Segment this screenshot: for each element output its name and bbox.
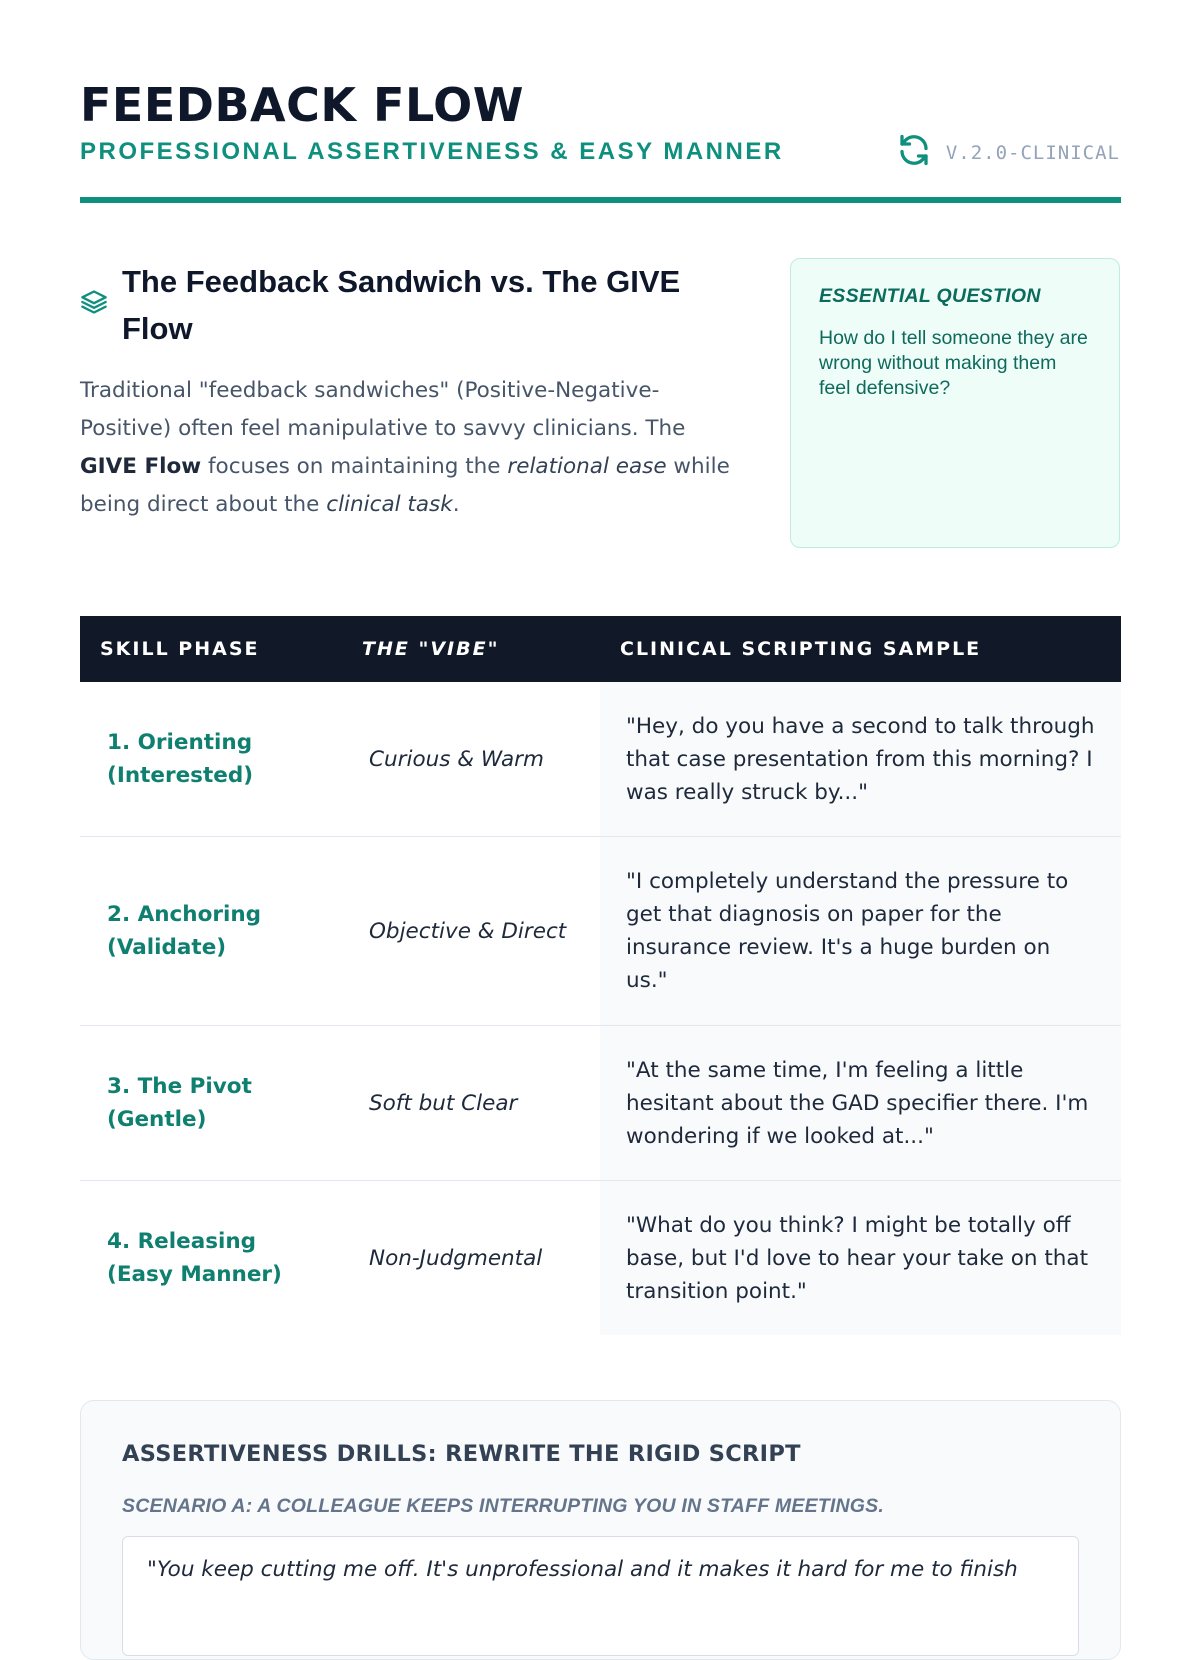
- page-subtitle: PROFESSIONAL ASSERTIVENESS & EASY MANNER: [80, 138, 784, 165]
- script-cell: [600, 682, 1121, 836]
- header-skill-phase: SKILL PHASE: [100, 638, 260, 660]
- intro-text: focuses on maintaining the: [201, 454, 508, 479]
- table-row: [80, 837, 1121, 1026]
- script-cell: [600, 837, 1121, 1025]
- script-text: "I completely understand the pressure to get that diagnosis on paper for the insurance review. It's a huge burden on us.": [626, 869, 1069, 993]
- phase-label: 2. Anchoring (Validate): [107, 902, 262, 960]
- vibe-label: Soft but Clear: [369, 1090, 518, 1116]
- phase-cell: [80, 1181, 342, 1335]
- version-text: V.2.0-CLINICAL: [945, 141, 1120, 164]
- intro-text: Traditional "feedback sandwiches" (Positive-Negative-Positive) often feel manipulative to savvy clinicians. The: [80, 378, 686, 441]
- table-header: [80, 616, 1121, 682]
- script-text: "What do you think? I might be totally off base, but I'd love to hear your take on that transition point.": [626, 1212, 1089, 1304]
- phase-cell: [80, 837, 342, 1025]
- script-text: "Hey, do you have a second to talk through that case presentation from this morning? I was really struck by...": [626, 713, 1095, 805]
- rigid-script-quote: "You keep cutting me off. It's unprofessional and it makes it hard for me to finish: [122, 1536, 1079, 1656]
- table-row: [80, 1026, 1121, 1181]
- page-header: [80, 78, 1120, 166]
- version-badge: [896, 132, 1120, 173]
- vibe-label: Curious & Warm: [369, 746, 544, 772]
- vibe-cell: [342, 1181, 600, 1335]
- intro-bold: GIVE Flow: [80, 454, 202, 479]
- vibe-label: Non-Judgmental: [369, 1245, 543, 1271]
- intro-body: [80, 372, 740, 524]
- phase-cell: [80, 682, 342, 836]
- intro-italic: clinical task: [326, 492, 453, 517]
- essential-question-text: How do I tell someone they are wrong without making them feel defensive?: [819, 327, 1088, 399]
- assertiveness-drills: [80, 1400, 1121, 1660]
- table-row: [80, 682, 1121, 837]
- essential-question-card: [790, 258, 1120, 548]
- refresh-icon: [896, 132, 932, 173]
- vibe-cell: [342, 682, 600, 836]
- intro-text: .: [452, 492, 460, 517]
- layers-icon: [80, 288, 108, 321]
- header-script: CLINICAL SCRIPTING SAMPLE: [620, 638, 982, 660]
- script-cell: [600, 1181, 1121, 1335]
- vibe-label: Objective & Direct: [369, 918, 567, 944]
- intro-italic: relational ease: [507, 454, 667, 479]
- intro-heading: [80, 258, 740, 352]
- phase-cell: [80, 1026, 342, 1180]
- vibe-cell: [342, 837, 600, 1025]
- phase-label: 4. Releasing (Easy Manner): [107, 1229, 282, 1287]
- phase-label: 3. The Pivot (Gentle): [107, 1074, 252, 1132]
- intro-text: while being direct about the: [80, 454, 730, 517]
- script-text: "At the same time, I'm feeling a little hesitant about the GAD specifier there. I'm wondering if we looked at...": [626, 1057, 1089, 1149]
- scenario-label: SCENARIO A: A COLLEAGUE KEEPS INTERRUPTING YOU IN STAFF MEETINGS.: [122, 1495, 884, 1517]
- skill-table: [80, 616, 1121, 1335]
- drills-title: ASSERTIVENESS DRILLS: REWRITE THE RIGID SCRIPT: [122, 1441, 801, 1467]
- essential-question-label: ESSENTIAL QUESTION: [819, 285, 1041, 307]
- header-divider: [80, 197, 1121, 203]
- page-title: FEEDBACK FLOW: [80, 78, 524, 132]
- intro-title: The Feedback Sandwich vs. The GIVE Flow: [122, 264, 681, 346]
- header-vibe: THE "VIBE": [362, 638, 500, 660]
- vibe-cell: [342, 1026, 600, 1180]
- phase-label: 1. Orienting (Interested): [107, 730, 254, 788]
- intro-section: [80, 258, 740, 524]
- table-row: [80, 1181, 1121, 1335]
- script-cell: [600, 1026, 1121, 1180]
